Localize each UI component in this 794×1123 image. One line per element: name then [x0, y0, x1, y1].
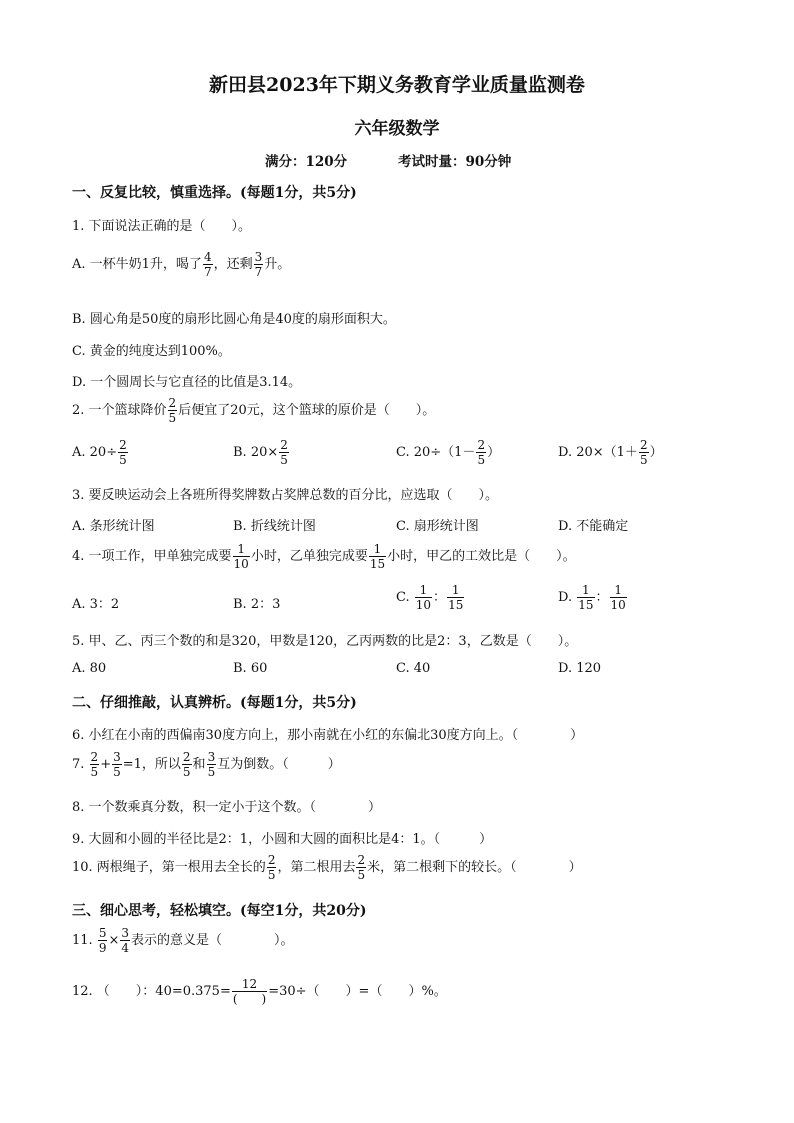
- fraction: [577, 583, 594, 612]
- text: A. 20÷: [72, 445, 118, 460]
- question-5-option-b: B. 60: [233, 661, 268, 676]
- text: 12. （ ）：40=0.375=: [72, 984, 231, 999]
- full-score: 满分：120分: [265, 154, 348, 170]
- question-3-option-a: A. 条形统计图: [72, 519, 155, 534]
- question-11: [72, 926, 294, 955]
- exam-time: 考试时量：90分钟: [398, 154, 512, 170]
- question-6: 6. 小红在小南的西偏南30度方向上，那小南就在小红的东偏北30度方向上。（ ）: [72, 728, 584, 743]
- fraction: [182, 750, 192, 779]
- numerator: 1: [582, 583, 590, 597]
- exam-subject: 六年级数学: [354, 119, 440, 139]
- question-2-option-d: [558, 438, 663, 467]
- numerator: 2: [357, 853, 366, 867]
- denominator: 10: [610, 598, 626, 612]
- question-1-stem: 1. 下面说法正确的是（ ）。: [72, 219, 252, 234]
- denominator-blank: ( ): [232, 992, 267, 1006]
- question-9: 9. 大圆和小圆的半径比是2：1，小圆和大圆的面积比是4：1。（ ）: [72, 832, 493, 847]
- numerator: 2: [639, 438, 648, 452]
- text: 7.: [72, 757, 85, 772]
- numerator: 1: [237, 542, 245, 556]
- question-2-option-a: [72, 438, 129, 467]
- question-8: 8. 一个数乘真分数，积一定小于这个数。（ ）: [72, 800, 382, 815]
- text: 10. 两根绳子，第一根用去全长的: [72, 860, 266, 875]
- ratio-colon: ：: [433, 590, 447, 605]
- fraction: [207, 750, 217, 779]
- fraction: [203, 250, 213, 279]
- question-3-option-c: C. 扇形统计图: [396, 519, 479, 534]
- text: ）: [487, 445, 501, 460]
- fraction: [112, 750, 122, 779]
- question-3-stem: 3. 要反映运动会上各班所得奖牌数占奖牌总数的百分比，应选取（ ）。: [72, 488, 499, 503]
- denominator: 5: [113, 765, 121, 779]
- section-3-heading: 三、细心思考，轻松填空。(每空1分，共20分): [72, 903, 367, 919]
- fraction: [118, 438, 128, 467]
- numerator: 3: [207, 750, 216, 764]
- fraction: [90, 750, 100, 779]
- numerator: 1: [614, 583, 622, 597]
- text: C. 20÷（1－: [396, 445, 476, 460]
- text: C.: [396, 590, 410, 605]
- question-12: [72, 977, 447, 1006]
- fraction: [254, 250, 264, 279]
- numerator: 1: [419, 583, 428, 597]
- text: =1，所以: [122, 757, 181, 772]
- question-4-option-a: A. 3：2: [72, 597, 120, 612]
- denominator: 5: [119, 453, 127, 467]
- question-2-option-b: [233, 438, 290, 467]
- times-sign: ×: [108, 933, 120, 948]
- numerator: 2: [168, 396, 177, 410]
- question-10: [72, 853, 582, 882]
- fraction: [639, 438, 649, 467]
- text: 11.: [72, 933, 93, 948]
- denominator: 5: [357, 868, 366, 882]
- numerator: 3: [113, 750, 121, 764]
- question-7: [72, 750, 341, 779]
- fraction: [168, 396, 178, 425]
- question-5-stem: 5. 甲、乙、丙三个数的和是320，甲数是120，乙丙两数的比是2：3，乙数是（ ）。: [72, 634, 578, 649]
- text: 互为倒数。（ ）: [217, 757, 341, 772]
- numerator: 1: [373, 542, 382, 556]
- numerator: 4: [203, 250, 212, 264]
- text: 后便宜了20元，这个篮球的原价是（ ）。: [178, 403, 436, 418]
- denominator: 15: [369, 557, 386, 571]
- question-1-option-b: B. 圆心角是50度的扇形比圆心角是40度的扇形面积大。: [72, 312, 396, 327]
- denominator: 15: [578, 598, 594, 612]
- denominator: 5: [90, 765, 99, 779]
- numerator: 3: [121, 926, 130, 940]
- ratio-colon: ：: [595, 590, 609, 605]
- numerator: 2: [90, 750, 99, 764]
- text: 4. 一项工作，甲单独完成要: [72, 549, 232, 564]
- denominator: 10: [415, 598, 432, 612]
- fraction: [415, 583, 432, 612]
- numerator: 2: [182, 750, 191, 764]
- fraction: [356, 853, 366, 882]
- plus-sign: +: [100, 757, 112, 772]
- denominator: 5: [182, 765, 191, 779]
- denominator: 5: [207, 765, 216, 779]
- fraction: [447, 583, 464, 612]
- fraction: [98, 926, 108, 955]
- text: 表示的意义是（ ）。: [131, 933, 294, 948]
- denominator: 4: [121, 941, 130, 955]
- section-1-heading: 一、反复比较，慎重选择。(每题1分，共5分): [72, 185, 357, 201]
- denominator: 9: [98, 941, 107, 955]
- question-4-option-b: B. 2：3: [233, 597, 281, 612]
- question-1-option-d: D. 一个圆周长与它直径的比值是3.14。: [72, 375, 302, 390]
- fraction: [369, 542, 386, 571]
- question-2-stem: [72, 396, 435, 425]
- section-2-heading: 二、仔细推敲，认真辨析。(每题1分，共5分): [72, 695, 357, 711]
- denominator: 5: [639, 453, 648, 467]
- question-4-option-d: [558, 583, 628, 612]
- numerator: 5: [98, 926, 107, 940]
- question-3-option-b: B. 折线统计图: [233, 519, 316, 534]
- text: D. 20×（1＋: [558, 445, 638, 460]
- numerator: 2: [119, 438, 127, 452]
- text: B. 20×: [233, 445, 279, 460]
- question-1-option-a: [72, 250, 290, 279]
- fraction: [610, 583, 627, 612]
- question-3-option-d: D. 不能确定: [558, 519, 629, 534]
- numerator: 3: [254, 250, 263, 264]
- text: ，第二根用去: [277, 860, 356, 875]
- numerator: 1: [451, 583, 460, 597]
- question-5-option-d: D. 120: [558, 661, 602, 676]
- numerator: 2: [280, 438, 288, 452]
- text: ，还剩: [213, 257, 253, 272]
- question-5-option-a: A. 80: [72, 661, 107, 676]
- fraction: [267, 853, 277, 882]
- question-4-stem: [72, 542, 576, 571]
- fraction: [233, 542, 250, 571]
- fraction: [232, 977, 267, 1006]
- question-1-option-c: C. 黄金的纯度达到100%。: [72, 344, 231, 359]
- denominator: 7: [254, 265, 263, 279]
- denominator: 5: [280, 453, 288, 467]
- text: 和: [192, 757, 206, 772]
- text: D.: [558, 590, 573, 605]
- question-2-option-c: [396, 438, 500, 467]
- text: 小时，甲乙的工效比是（ ）。: [387, 549, 576, 564]
- question-5-option-c: C. 40: [396, 661, 431, 676]
- fraction: [476, 438, 486, 467]
- text: A. 一杯牛奶1升，喝了: [72, 257, 202, 272]
- numerator: 12: [241, 977, 258, 991]
- exam-title: 新田县2023年下期义务教育学业质量监测卷: [209, 74, 585, 96]
- denominator: 15: [448, 598, 464, 612]
- denominator: 10: [233, 557, 249, 571]
- numerator: 2: [477, 438, 486, 452]
- text: 升。: [264, 257, 291, 272]
- text: 小时，乙单独完成要: [250, 549, 368, 564]
- text: =30÷（ ）=（ ）%。: [268, 984, 447, 999]
- denominator: 5: [168, 411, 177, 425]
- fraction: [120, 926, 130, 955]
- text: 2. 一个篮球降价: [72, 403, 167, 418]
- denominator: 5: [477, 453, 486, 467]
- numerator: 2: [267, 853, 276, 867]
- text: ）: [649, 445, 663, 460]
- denominator: 7: [203, 265, 212, 279]
- fraction: [279, 438, 289, 467]
- denominator: 5: [267, 868, 276, 882]
- text: 米，第二根剩下的较长。（ ）: [367, 860, 582, 875]
- question-4-option-c: [396, 583, 465, 612]
